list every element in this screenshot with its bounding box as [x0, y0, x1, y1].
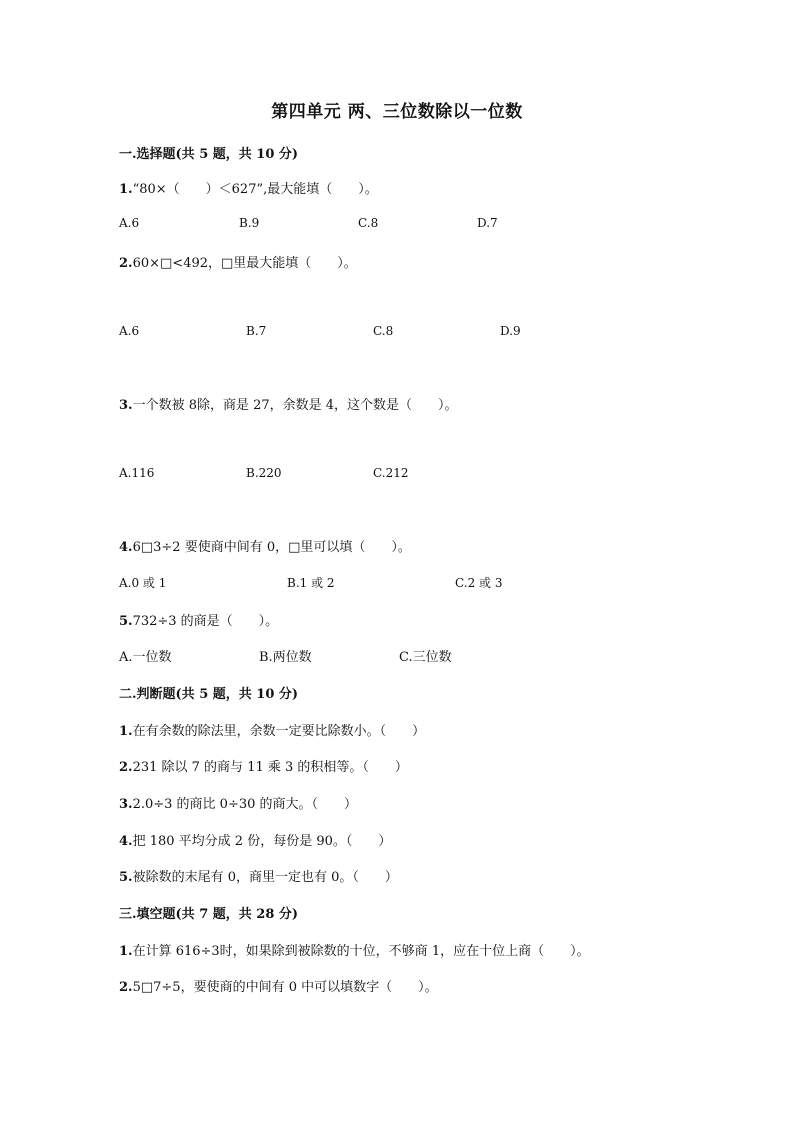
option-c: C.212: [373, 466, 409, 480]
question: [119, 178, 378, 197]
question: [119, 830, 391, 849]
question-text: 在计算 616÷3时，如果除到被除数的十位，不够商 1，应在十位上商（ ）。: [132, 944, 590, 959]
option-b: B.两位数: [259, 650, 312, 665]
question-number: 1.: [119, 944, 133, 959]
question: [119, 394, 458, 413]
question-text: “80×（ ）＜627”,最大能填（ ）。: [132, 182, 378, 197]
question: [119, 940, 590, 959]
question-text: 2.0÷3 的商比 0÷30 的商大。（ ）: [132, 797, 358, 812]
question-number: 1.: [119, 724, 133, 739]
option-d: D.9: [500, 324, 521, 338]
question-number: 5.: [119, 614, 133, 629]
option-b: B.220: [246, 466, 282, 480]
option-c: C.8: [358, 216, 379, 230]
option-d: D.7: [477, 216, 498, 230]
question: [119, 866, 398, 885]
question: [119, 536, 411, 555]
question-number: 4.: [119, 834, 133, 849]
page-title: 第四单元 两、三位数除以一位数: [271, 102, 523, 122]
question-number: 4.: [119, 540, 133, 555]
question-text: 被除数的末尾有 0，商里一定也有 0。（ ）: [132, 870, 398, 885]
option-a: A.6: [119, 216, 140, 230]
option-c: C.8: [373, 324, 394, 338]
option-b: B.9: [239, 216, 260, 230]
option-a: A.一位数: [119, 650, 172, 665]
option-b: B.7: [246, 324, 267, 338]
option-a: A.116: [119, 466, 155, 480]
question-text: 5□7÷5，要使商的中间有 0 中可以填数字（ ）。: [132, 980, 438, 995]
question-number: 2.: [119, 760, 133, 775]
section-heading: 一.选择题(共 5 题，共 10 分): [119, 147, 299, 162]
option-a: A.6: [119, 324, 140, 338]
question-text: 6□3÷2 要使商中间有 0，□里可以填（ ）。: [132, 540, 411, 555]
question-number: 5.: [119, 870, 133, 885]
section-heading: 二.判断题(共 5 题，共 10 分): [119, 687, 299, 702]
option-b: B.1 或 2: [287, 576, 335, 590]
question: [119, 793, 357, 812]
question: [119, 976, 438, 995]
question-text: 把 180 平均分成 2 份，每份是 90。（ ）: [132, 834, 392, 849]
question-number: 2.: [119, 980, 133, 995]
question: [119, 610, 278, 629]
question-text: 一个数被 8除，商是 27，余数是 4，这个数是（ ）。: [132, 398, 458, 413]
question: [119, 252, 357, 271]
question-text: 60×□<492，□里最大能填（ ）。: [132, 256, 357, 271]
question-number: 3.: [119, 797, 133, 812]
option-c: C.2 或 3: [455, 576, 503, 590]
question: [119, 756, 408, 775]
section-heading: 三.填空题(共 7 题，共 28 分): [119, 907, 299, 922]
option-c: C.三位数: [399, 650, 452, 665]
question-number: 1.: [119, 182, 133, 197]
question-text: 732÷3 的商是（ ）。: [132, 614, 279, 629]
option-a: A.0 或 1: [119, 576, 167, 590]
question: [119, 720, 425, 739]
question-text: 231 除以 7 的商与 11 乘 3 的积相等。（ ）: [132, 760, 408, 775]
question-number: 3.: [119, 398, 133, 413]
question-number: 2.: [119, 256, 133, 271]
question-text: 在有余数的除法里，余数一定要比除数小。（ ）: [132, 724, 426, 739]
